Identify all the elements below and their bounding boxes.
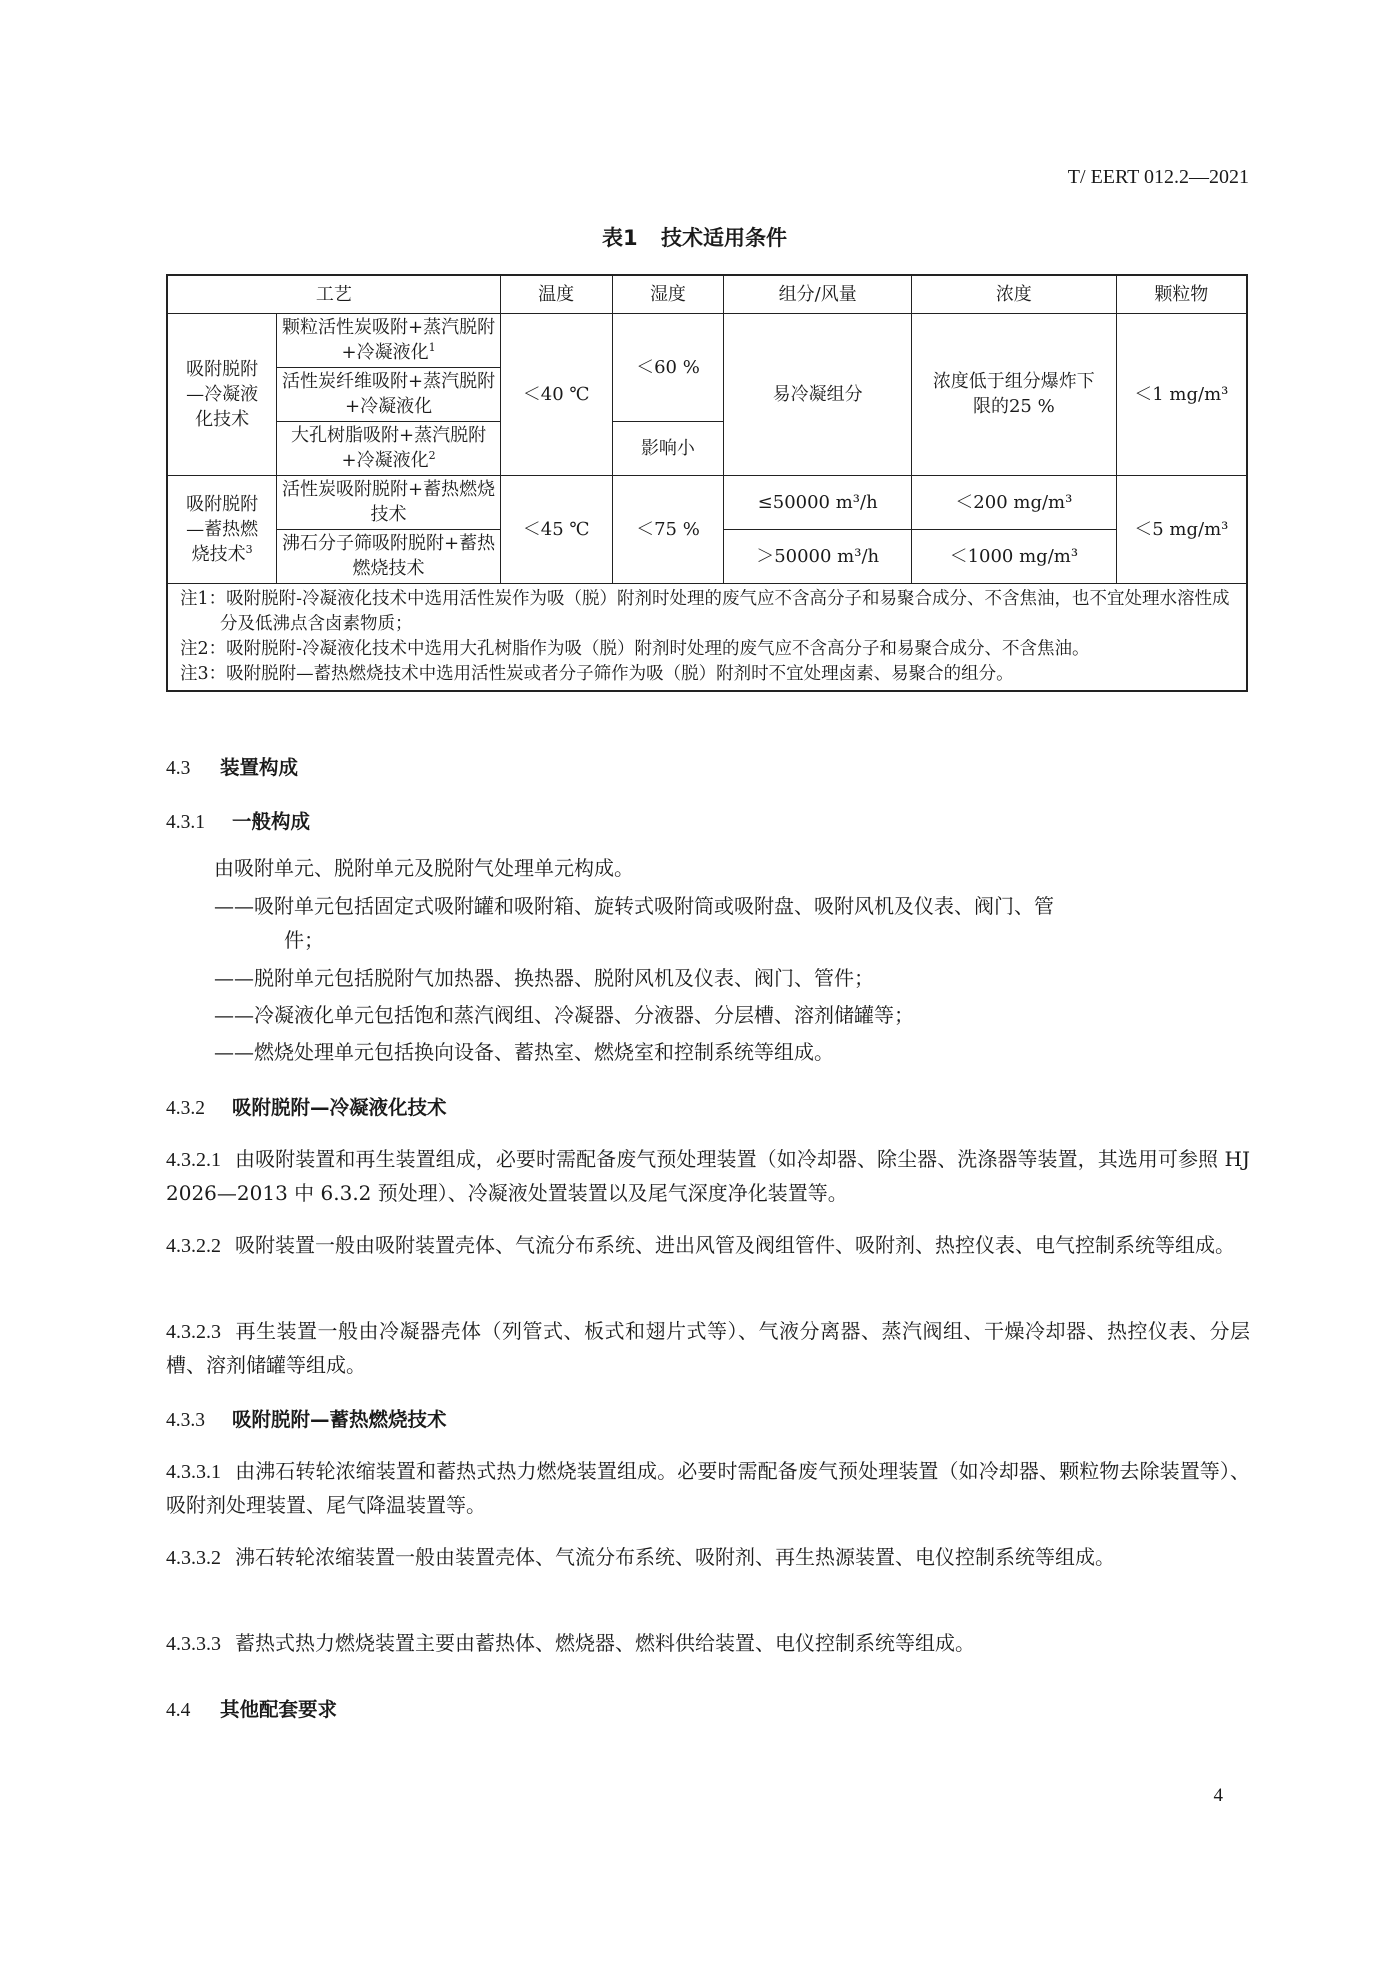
group2-particulate: ＜5 mg/m³	[1116, 475, 1247, 583]
group1-process-2: 活性炭纤维吸附+蒸汽脱附+冷凝液化	[277, 367, 500, 421]
group1-particulate: ＜1 mg/m³	[1116, 313, 1247, 475]
group2-temperature: ＜45 ℃	[500, 475, 612, 583]
group1-temperature: ＜40 ℃	[500, 313, 612, 475]
group2-conc-b: ＜1000 mg/m³	[912, 529, 1117, 583]
paragraph: 4.3.3.1 由沸石转轮浓缩装置和蓄热式热力燃烧装置组成。必要时需配备废气预处理装置（如冷却器、颗粒物去除装置等）、吸附剂处理装置、尾气降温装置等。	[166, 1459, 1250, 1517]
section-heading: 4.4 其他配套要求	[166, 1698, 338, 1721]
table-row	[167, 475, 1247, 529]
group2-humidity: ＜75 %	[612, 475, 724, 583]
list-item: ——冷凝液化单元包括饱和蒸汽阀组、冷凝器、分液器、分层槽、溶剂储罐等；	[214, 1003, 914, 1027]
table-caption	[0, 222, 1389, 252]
conditions-table	[166, 274, 1248, 692]
header-process: 工艺	[167, 275, 500, 313]
header-concentration: 浓度	[912, 275, 1117, 313]
header-particulate: 颗粒物	[1116, 275, 1247, 313]
document-id: T/ EERT 012.2—2021	[1067, 166, 1249, 188]
paragraph: 4.3.2.1 由吸附装置和再生装置组成，必要时需配备废气预处理装置（如冷却器、除尘器、洗涤器等装置，其选用可参照 HJ 2026—2013 中 6.3.2 预处理）、冷凝液处置装置以及尾气深度净化装置等。	[166, 1147, 1250, 1205]
group1-component: 易冷凝组分	[724, 313, 912, 475]
paragraph: 4.3.3.3 蓄热式热力燃烧装置主要由蓄热体、燃烧器、燃料供给装置、电仪控制系统等组成。	[166, 1631, 975, 1655]
paragraph: 4.3.3.2 沸石转轮浓缩装置一般由装置壳体、气流分布系统、吸附剂、再生热源装置、电仪控制系统等组成。	[166, 1545, 1115, 1569]
list-item: ——吸附单元包括固定式吸附罐和吸附箱、旋转式吸附筒或吸附盘、吸附风机及仪表、阀门、管	[214, 894, 1054, 918]
group2-flow-a: ≤50000 m³/h	[724, 475, 912, 529]
section-heading: 4.3.1 一般构成	[166, 810, 311, 833]
group1-process-3: 大孔树脂吸附+蒸汽脱附+冷凝液化$^2$	[277, 421, 500, 475]
paragraph: 4.3.2.3 再生装置一般由冷凝器壳体（列管式、板式和翅片式等）、气液分离器、蒸汽阀组、干燥冷却器、热控仪表、分层槽、溶剂储罐等组成。	[166, 1319, 1250, 1377]
section-heading: 4.3.2 吸附脱附—冷凝液化技术	[166, 1096, 447, 1119]
section-heading: 4.3.3 吸附脱附—蓄热燃烧技术	[166, 1408, 447, 1431]
table-title: 技术适用条件	[660, 226, 787, 250]
page-number: 4	[1213, 1785, 1223, 1806]
table-header-row	[167, 275, 1247, 313]
section-heading: 4.3 装置构成	[166, 756, 299, 779]
table-notes-row	[167, 583, 1247, 691]
group2-name: 吸附脱附—蓄热燃烧技术$^3$	[167, 475, 277, 583]
group2-flow-b: ＞50000 m³/h	[724, 529, 912, 583]
table-number: 表1	[602, 226, 638, 250]
group1-name: 吸附脱附—冷凝液化技术	[167, 313, 277, 475]
list-item: 件；	[284, 928, 324, 952]
group1-concentration: 浓度低于组分爆炸下限的25 %	[912, 313, 1117, 475]
list-item: ——燃烧处理单元包括换向设备、蓄热室、燃烧室和控制系统等组成。	[214, 1040, 834, 1064]
table-row	[167, 313, 1247, 367]
table-note: 注2：吸附脱附-冷凝液化技术中选用大孔树脂作为吸（脱）附剂时处理的废气应不含高分子和易聚合成分、不含焦油。	[180, 638, 1090, 659]
group2-process-2: 沸石分子筛吸附脱附+蓄热燃烧技术	[277, 529, 500, 583]
group2-conc-a: ＜200 mg/m³	[912, 475, 1117, 529]
table-note: 注3：吸附脱附—蓄热燃烧技术中选用活性炭或者分子筛作为吸（脱）附剂时不宜处理卤素、易聚合的组分。	[180, 663, 1014, 684]
paragraph: 由吸附单元、脱附单元及脱附气处理单元构成。	[214, 856, 634, 880]
header-component: 组分/风量	[724, 275, 912, 313]
table-notes	[167, 583, 1247, 691]
table-note: 注1：吸附脱附-冷凝液化技术中选用活性炭作为吸（脱）附剂时处理的废气应不含高分子和易聚合成分、不含焦油，也不宜处理水溶性成分及低沸点含卤素物质；	[180, 588, 1230, 634]
group1-humidity-a: ＜60 %	[612, 313, 724, 421]
paragraph: 4.3.2.2 吸附装置一般由吸附装置壳体、气流分布系统、进出风管及阀组管件、吸附剂、热控仪表、电气控制系统等组成。	[166, 1233, 1235, 1257]
group1-process-1: 颗粒活性炭吸附+蒸汽脱附+冷凝液化$^1$	[277, 313, 500, 367]
header-humidity: 湿度	[612, 275, 724, 313]
group1-humidity-b: 影响小	[612, 421, 724, 475]
list-item: ——脱附单元包括脱附气加热器、换热器、脱附风机及仪表、阀门、管件；	[214, 966, 874, 990]
header-temperature: 温度	[500, 275, 612, 313]
group2-process-1: 活性炭吸附脱附+蓄热燃烧技术	[277, 475, 500, 529]
